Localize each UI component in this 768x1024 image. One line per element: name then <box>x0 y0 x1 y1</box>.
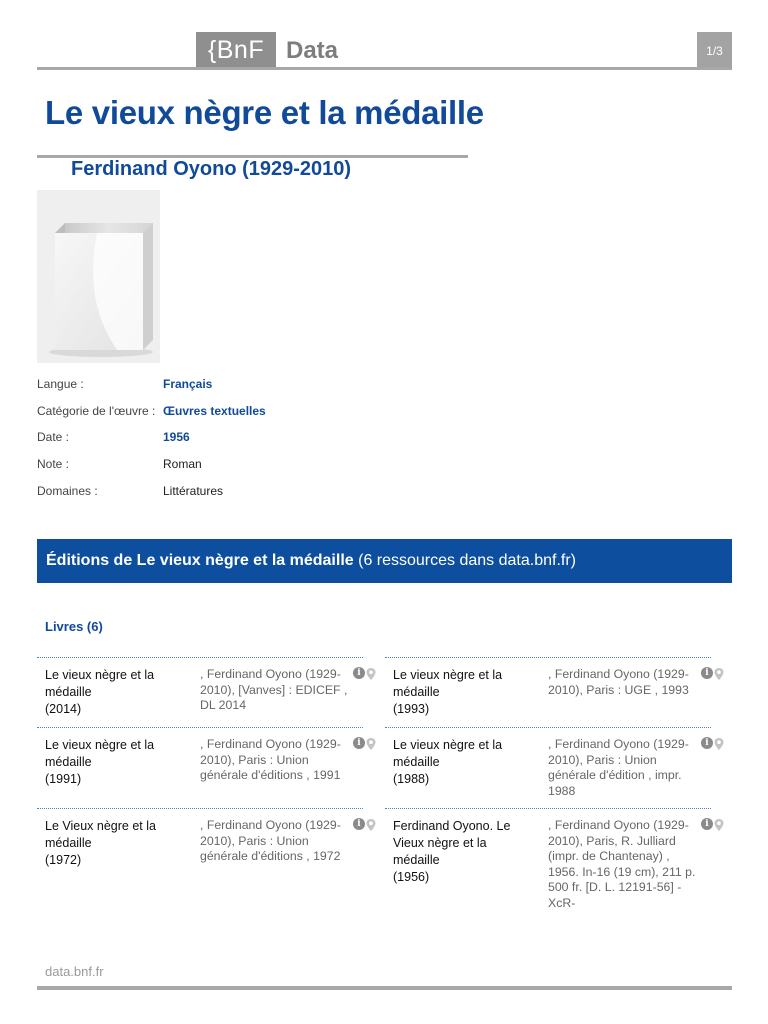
edition-icons <box>353 737 375 751</box>
metadata-row-date <box>37 428 437 455</box>
info-icon[interactable]: i <box>701 667 713 679</box>
map-pin-icon[interactable] <box>713 818 725 832</box>
edition-details: , Ferdinand Oyono (1929-2010), Paris : UGE , 1993 <box>548 667 689 697</box>
edition-year: (1993) <box>393 702 430 716</box>
info-icon[interactable]: i <box>353 737 365 749</box>
edition-title-link[interactable]: Le vieux nègre et la médaille (1991) <box>45 737 175 788</box>
edition-title-link[interactable]: Ferdinand Oyono. Le Vieux nègre et la médaille (1956) <box>393 818 523 886</box>
info-icon[interactable]: i <box>701 737 713 749</box>
page-number-badge: 1/3 <box>697 32 732 68</box>
edition-item <box>37 657 363 728</box>
edition-year: (1956) <box>393 870 430 884</box>
metadata-label: Domaines : <box>37 483 98 498</box>
edition-title-link[interactable]: Le Vieux nègre et la médaille (1972) <box>45 818 175 869</box>
edition-icons <box>701 667 723 681</box>
info-icon[interactable]: i <box>353 667 365 679</box>
edition-item <box>37 727 363 808</box>
metadata-row-domaines <box>37 482 437 509</box>
edition-year: (1988) <box>393 772 430 786</box>
book-cover-image <box>37 190 160 363</box>
editions-banner-count: (6 ressources dans data.bnf.fr) <box>358 552 576 569</box>
edition-item <box>385 727 711 808</box>
footer-divider <box>37 986 732 990</box>
note-value: Roman <box>163 457 202 472</box>
metadata-label: Catégorie de l'œuvre : <box>37 403 156 418</box>
map-pin-icon[interactable] <box>365 737 377 751</box>
date-link[interactable]: 1956 <box>163 430 190 445</box>
edition-details: , Ferdinand Oyono (1929-2010), Paris : Union générale d'éditions , 1972 <box>200 818 341 863</box>
footer-site-link[interactable]: data.bnf.fr <box>45 964 104 979</box>
edition-year: (1991) <box>45 772 82 786</box>
edition-title-link[interactable]: Le vieux nègre et la médaille (2014) <box>45 667 175 718</box>
editions-banner-title: Éditions de Le vieux nègre et la médaille <box>46 552 354 569</box>
editions-banner <box>37 539 732 583</box>
edition-year: (1972) <box>45 853 82 867</box>
map-pin-icon[interactable] <box>713 737 725 751</box>
edition-details: , Ferdinand Oyono (1929-2010), [Vanves] : EDICEF , DL 2014 <box>200 667 348 712</box>
author-link[interactable]: Ferdinand Oyono (1929-2010) <box>71 158 352 180</box>
header-divider <box>37 67 732 70</box>
metadata-label: Note : <box>37 457 70 472</box>
edition-icons <box>701 737 723 751</box>
edition-details: , Ferdinand Oyono (1929-2010), Paris, R. Julliard (impr. de Chantenay) , 1956. In-16 (19 cm), 211 p. 500 fr. [D. L. 12191-56] -XcR- <box>548 818 696 910</box>
map-pin-icon[interactable] <box>365 818 377 832</box>
books-section-label[interactable]: Livres (6) <box>45 619 103 634</box>
page-title: Le vieux nègre et la médaille <box>45 94 484 131</box>
info-icon[interactable]: i <box>353 818 365 830</box>
edition-icons <box>701 818 723 832</box>
metadata-row-categorie <box>37 402 437 429</box>
bnf-logo[interactable]: {BnF <box>196 32 276 68</box>
edition-title-link[interactable]: Le vieux nègre et la médaille (1988) <box>393 737 523 788</box>
metadata-label: Langue : <box>37 377 84 391</box>
map-pin-icon[interactable] <box>713 667 725 681</box>
edition-item <box>385 808 711 919</box>
domain-value: Littératures <box>163 483 224 498</box>
edition-item <box>37 808 363 919</box>
work-metadata <box>37 375 437 508</box>
metadata-label: Date : <box>37 430 70 445</box>
language-link[interactable]: Français <box>163 377 213 391</box>
edition-details: , Ferdinand Oyono (1929-2010), Paris : Union générale d'éditions , 1991 <box>200 737 341 782</box>
edition-icons <box>353 818 375 832</box>
category-link[interactable]: Œuvres textuelles <box>163 403 266 418</box>
info-icon[interactable]: i <box>701 818 713 830</box>
brand-data-label: Data <box>286 37 339 64</box>
edition-title-link[interactable]: Le vieux nègre et la médaille (1993) <box>393 667 523 718</box>
edition-year: (2014) <box>45 702 82 716</box>
edition-item <box>385 657 711 728</box>
metadata-row-note <box>37 455 437 482</box>
metadata-row-langue <box>37 375 437 402</box>
map-pin-icon[interactable] <box>365 667 377 681</box>
edition-details: , Ferdinand Oyono (1929-2010), Paris : Union générale d'édition , impr. 1988 <box>548 737 689 798</box>
edition-icons <box>353 667 375 681</box>
